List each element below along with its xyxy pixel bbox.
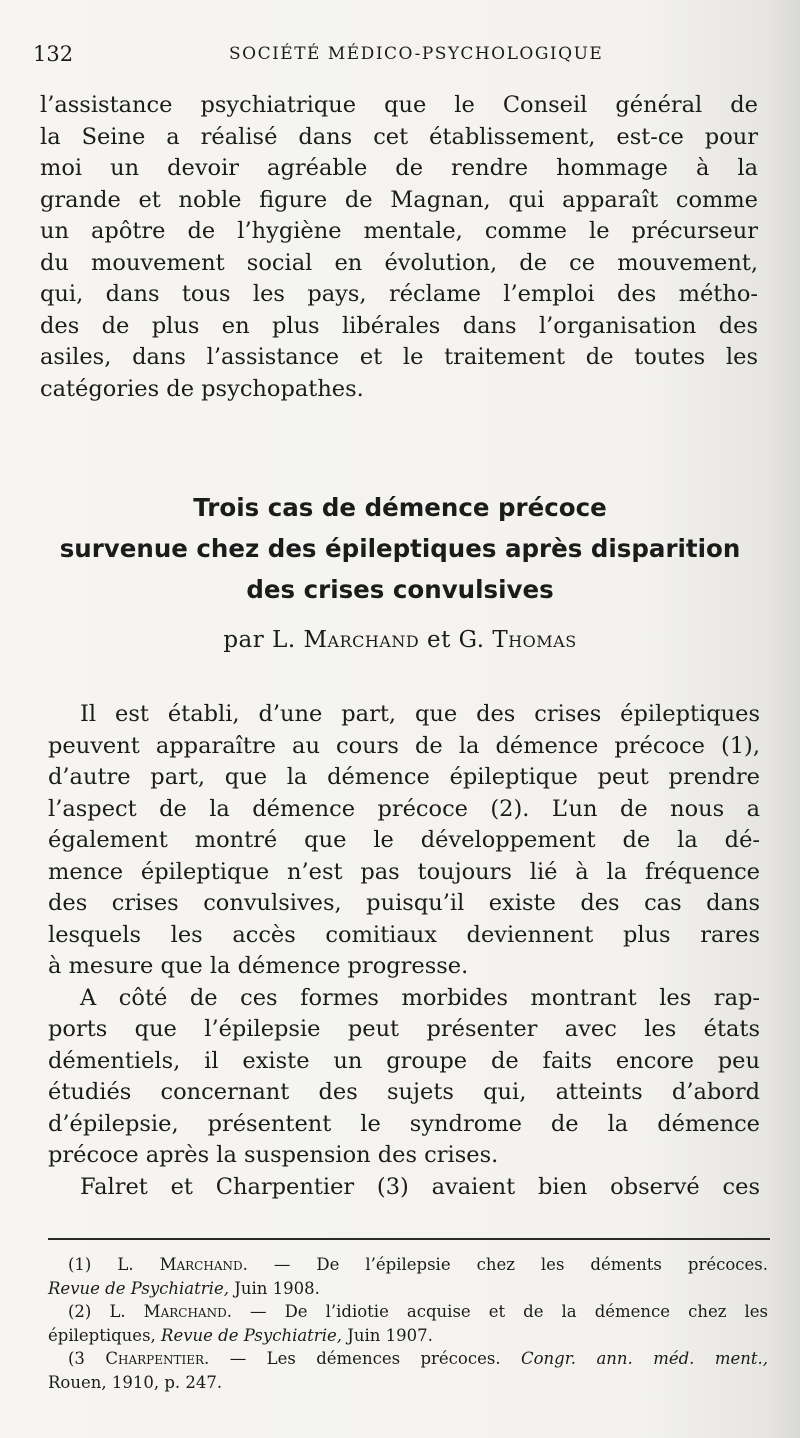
- text-line: démentiels, il existe un groupe de faits encore peu: [48, 1047, 760, 1074]
- running-head: SOCIÉTÉ MÉDICO-PSYCHOLOGIQUE: [229, 44, 604, 64]
- article-title: [30, 487, 770, 610]
- text-line: qui, dans tous les pays, réclame l’emploi des métho-: [40, 281, 758, 307]
- footnote-text: — De l’idiotie acquise et de la démence chez les: [231, 1302, 768, 1321]
- footnote-2-cont: [48, 1324, 768, 1348]
- footnote-author: L. Marchand.: [117, 1255, 248, 1274]
- footnote-text: Juin 1907.: [341, 1325, 433, 1345]
- article-body: [48, 699, 760, 1203]
- text-line: mence épileptique n’est pas toujours lié à la fréquence: [48, 858, 760, 885]
- text-line: lesquels les accès comitiaux deviennent plus rares: [48, 921, 760, 948]
- footnote-text: Juin 1908.: [228, 1278, 320, 1298]
- footnote-1: [48, 1253, 768, 1277]
- footnote-1-cont: [48, 1277, 768, 1301]
- text-line: ports que l’épilepsie peut présenter avec les états: [48, 1016, 760, 1042]
- text-line: des crises convulsives, puisqu’il existe des cas dans: [48, 890, 760, 916]
- title-line: des crises convulsives: [246, 575, 554, 604]
- author-name: Thomas: [492, 627, 577, 653]
- text-line: étudiés concernant des sujets qui, atteints d’abord: [48, 1079, 760, 1105]
- text-line: moi un devoir agréable de rendre hommage à la: [40, 155, 758, 181]
- article-byline: [0, 627, 800, 653]
- text-line: précoce après la suspension des crises.: [48, 1142, 499, 1168]
- footnote-3: [48, 1347, 768, 1371]
- text-line: la Seine a réalisé dans cet établissement, est-ce pour: [40, 123, 758, 150]
- text-line: peuvent apparaître au cours de la démence précoce (1),: [48, 732, 760, 759]
- title-line: Trois cas de démence précoce: [193, 493, 607, 522]
- footnote-marker: (1): [68, 1255, 92, 1274]
- opening-paragraph: [40, 90, 758, 405]
- footnote-marker: (2): [68, 1302, 92, 1321]
- journal-title: Congr. ann. méd. ment.,: [520, 1349, 769, 1368]
- text-line: également montré que le développement de la dé-: [48, 827, 760, 853]
- footnote-rule: [48, 1238, 770, 1240]
- footnotes: [48, 1253, 768, 1394]
- byline-prefix: par L.: [223, 627, 304, 653]
- text-line: l’assistance psychiatrique que le Conseil général de: [40, 92, 758, 118]
- footnote-marker: (3: [68, 1349, 85, 1368]
- text-line: Falret et Charpentier (3) avaient bien observé ces: [80, 1173, 760, 1200]
- text-line: asiles, dans l’assistance et le traitement de toutes les: [40, 344, 758, 370]
- footnote-text: épileptiques,: [48, 1325, 162, 1345]
- text-line: Il est établi, d’une part, que des crises épileptiques: [80, 701, 760, 727]
- text-line: grande et noble figure de Magnan, qui apparaît comme: [40, 186, 758, 213]
- text-line: un apôtre de l’hygiène mentale, comme le précurseur: [40, 218, 758, 244]
- journal-title: Revue de Psychiatrie,: [161, 1325, 342, 1345]
- footnote-2: [48, 1300, 768, 1324]
- footnote-author: Charpentier.: [105, 1349, 210, 1368]
- text-line: catégories de psychopathes.: [40, 375, 364, 402]
- text-line: des de plus en plus libérales dans l’organisation des: [40, 312, 758, 339]
- author-name: Marchand: [303, 627, 420, 653]
- page-header: [33, 42, 763, 72]
- footnote-author: L. Marchand.: [109, 1302, 232, 1321]
- title-line: survenue chez des épileptiques après disparition: [59, 534, 741, 563]
- byline-middle: et G.: [419, 627, 493, 653]
- footnote-text: — Les démences précoces.: [209, 1349, 521, 1368]
- text-line: à mesure que la démence progresse.: [48, 953, 469, 979]
- text-line: A côté de ces formes morbides montrant les rap-: [80, 984, 760, 1011]
- text-line: l’aspect de la démence précoce (2). L’un de nous a: [48, 795, 760, 822]
- text-line: d’épilepsie, présentent le syndrome de la démence: [48, 1110, 760, 1137]
- text-line: du mouvement social en évolution, de ce mouvement,: [40, 249, 758, 276]
- footnote-text: — De l’épilepsie chez les déments précoces.: [247, 1255, 768, 1274]
- page-number: 132: [33, 42, 74, 66]
- journal-title: Revue de Psychiatrie,: [48, 1278, 229, 1298]
- footnote-3-cont: Rouen, 1910, p. 247.: [48, 1372, 223, 1392]
- text-line: d’autre part, que la démence épileptique peut prendre: [48, 764, 760, 790]
